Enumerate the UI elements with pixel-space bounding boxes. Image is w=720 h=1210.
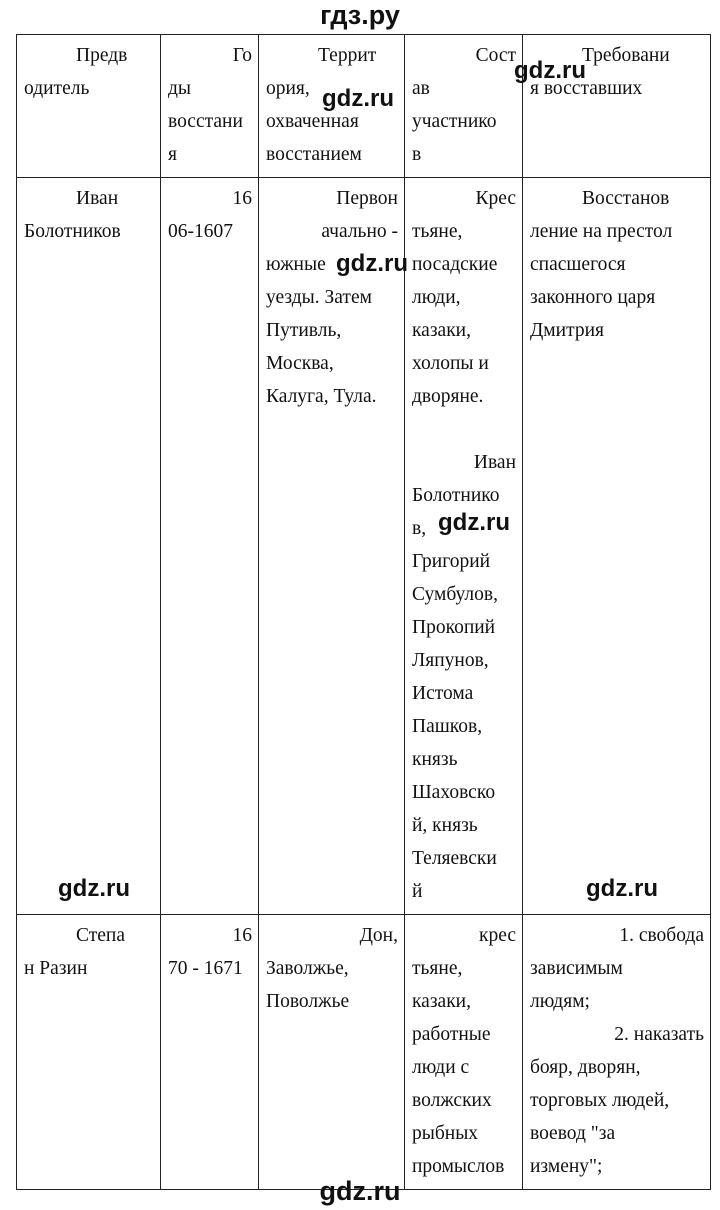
cell-line: Крес: [475, 188, 516, 209]
cell-line: Болотнико: [412, 485, 500, 506]
header-line: ав: [412, 78, 430, 99]
header-leader: [17, 35, 161, 178]
watermark-gdz: gdz.ru: [586, 875, 658, 902]
cell-line: рыбных: [412, 1123, 479, 1144]
cell-line: Путивль,: [266, 320, 342, 341]
site-watermark-header: гдз.ру: [320, 0, 400, 30]
cell-line: Калуга, Тула.: [266, 386, 377, 407]
cell-line: Пашков,: [412, 716, 483, 737]
cell-line: казаки,: [412, 991, 471, 1012]
cell-line: Григорий: [412, 551, 491, 572]
header-line: охваченная: [266, 111, 359, 132]
table-row-razin: [17, 915, 711, 1190]
cell-line: тьяне,: [412, 221, 463, 242]
header-line: в: [412, 144, 422, 165]
cell-line: промыслов: [412, 1156, 505, 1177]
cell-territory: [259, 915, 405, 1190]
cell-line: Прокопий: [412, 617, 496, 638]
cell-line: зависимым: [530, 958, 623, 979]
cell-line: й, князь: [412, 815, 478, 836]
cell-line: Истома: [412, 683, 474, 704]
cell-line: й: [412, 881, 423, 902]
cell-line: торговых людей,: [530, 1090, 670, 1111]
cell-line: волжских: [412, 1090, 492, 1111]
cell-demands: [523, 178, 711, 915]
cell-line: 70 - 1671: [168, 958, 243, 979]
cell-line: Ляпунов,: [412, 650, 489, 671]
header-line: Го: [232, 45, 252, 66]
watermark-gdz: gdz.ru: [514, 57, 586, 84]
header-line: ория,: [266, 78, 310, 99]
header-line: восстани: [168, 111, 243, 132]
cell-line: Теляевски: [412, 848, 497, 869]
header-line: Сост: [475, 45, 516, 66]
cell-participants: [405, 178, 523, 915]
cell-line: люди с: [412, 1057, 470, 1078]
cell-line: Восстанов: [582, 188, 670, 209]
watermark-gdz: gdz.ru: [438, 509, 510, 536]
cell-line: 06-1607: [168, 221, 233, 242]
table-row-bolotnikov: [17, 178, 711, 915]
cell-demands: [523, 915, 711, 1190]
cell-line: казаки,: [412, 320, 471, 341]
cell-line: южные: [266, 254, 326, 275]
cell-years: [161, 915, 259, 1190]
header-line: Требовани: [582, 45, 670, 66]
cell-line: тьяне,: [412, 958, 463, 979]
cell-leader: [17, 915, 161, 1190]
cell-line: Первон: [336, 188, 398, 209]
cell-line: измену";: [530, 1156, 603, 1177]
cell-line: Болотников: [24, 221, 121, 242]
cell-line: Иван: [473, 452, 516, 473]
cell-line: законного царя: [530, 287, 656, 308]
cell-line: холопы и: [412, 353, 489, 374]
cell-line: Дмитрия: [530, 320, 604, 341]
header-line: Террит: [318, 45, 377, 66]
cell-line: Заволжье,: [266, 958, 349, 979]
watermark-gdz: gdz.ru: [336, 250, 408, 277]
cell-line: уезды. Затем: [266, 287, 372, 308]
cell-line: в,: [412, 518, 427, 539]
cell-line: Иван: [76, 188, 119, 209]
watermark-gdz: gdz.ru: [58, 875, 130, 902]
cell-line: Шаховско: [412, 782, 496, 803]
cell-line: Москва,: [266, 353, 334, 374]
header-demands: [523, 35, 711, 178]
header-line: ды: [168, 78, 192, 99]
cell-line: князь: [412, 749, 458, 770]
cell-line: посадские: [412, 254, 498, 275]
header-line: восстанием: [266, 144, 362, 165]
header-line: участнико: [412, 111, 497, 132]
header-line: я: [168, 144, 177, 165]
cell-line: 1. свобода: [619, 925, 704, 946]
uprisings-table: [16, 34, 711, 1190]
cell-line: Дон,: [359, 925, 398, 946]
cell-territory: [259, 178, 405, 915]
cell-line: спасшегося: [530, 254, 626, 275]
cell-line: Сумбулов,: [412, 584, 498, 605]
cell-line: воевод "за: [530, 1123, 616, 1144]
cell-line: 16: [232, 188, 252, 209]
watermark-gdz: gdz.ru: [322, 85, 394, 112]
cell-participants: [405, 915, 523, 1190]
cell-line: дворяне.: [412, 386, 484, 407]
cell-line: людям;: [530, 991, 590, 1012]
cell-line: ление на престол: [530, 221, 673, 242]
header-line: я восставших: [530, 78, 643, 99]
cell-line: Поволжье: [266, 991, 350, 1012]
cell-line: работные: [412, 1024, 491, 1045]
cell-line: н Разин: [24, 958, 88, 979]
cell-line: крес: [478, 925, 516, 946]
cell-line: бояр, дворян,: [530, 1057, 641, 1078]
header-years: [161, 35, 259, 178]
header-line: одитель: [24, 78, 90, 99]
cell-line: 2. наказать: [614, 1024, 704, 1045]
header-participants: [405, 35, 523, 178]
cell-line: люди,: [412, 287, 461, 308]
cell-line: 16: [232, 925, 252, 946]
cell-line: ачально -: [321, 221, 398, 242]
cell-leader: [17, 178, 161, 915]
site-watermark-footer: gdz.ru: [319, 1176, 401, 1206]
cell-years: [161, 178, 259, 915]
cell-line: Степа: [76, 925, 126, 946]
header-line: Предв: [76, 45, 128, 66]
